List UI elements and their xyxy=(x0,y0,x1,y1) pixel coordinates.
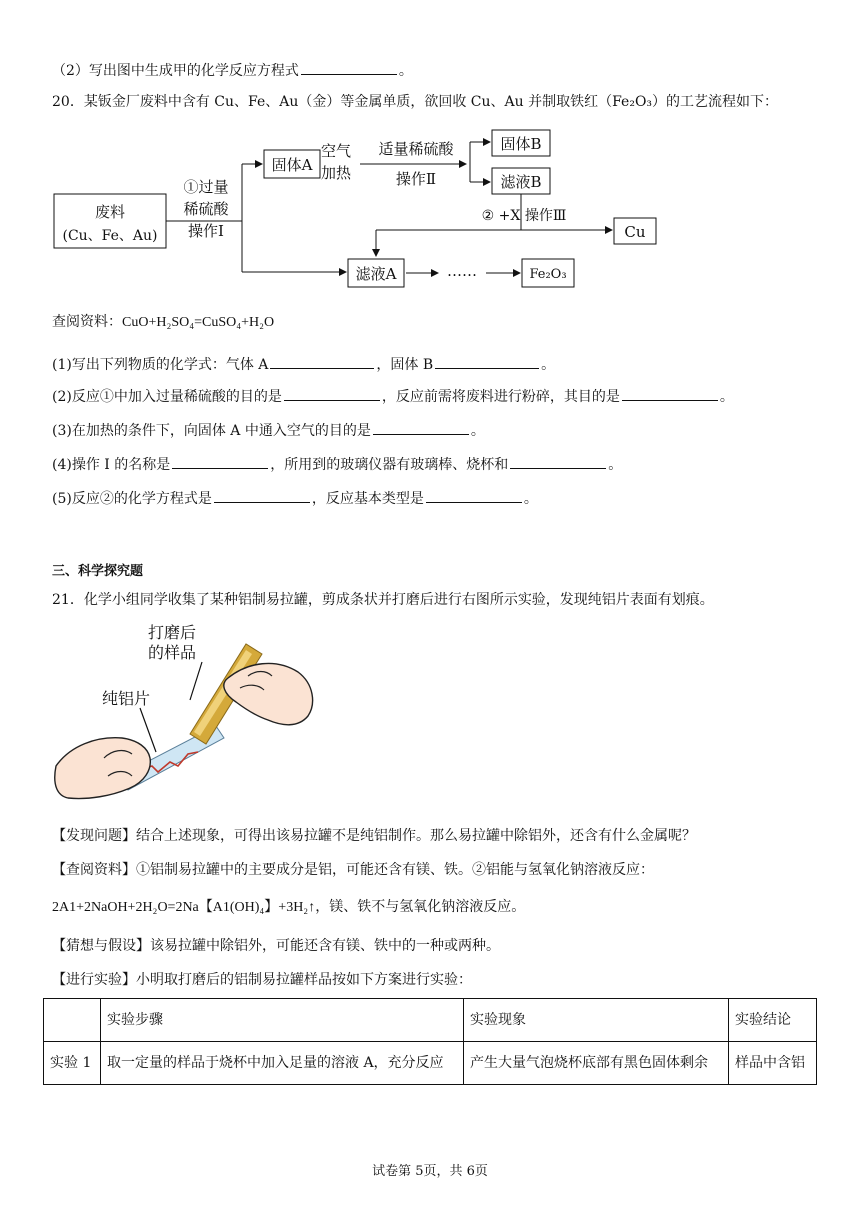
solid-b-label: 固体B xyxy=(500,135,542,153)
q19-part2: （2）写出图中生成甲的化学反应方程式 。 xyxy=(52,60,413,81)
answer-blank-gas-a[interactable] xyxy=(270,354,374,369)
step2-label: ② +X 操作Ⅲ xyxy=(481,208,567,224)
table-header-cell: 实验步骤 xyxy=(101,999,464,1042)
page-footer: 试卷第 5页，共 6页 xyxy=(372,1164,488,1179)
answer-blank-reaction-type[interactable] xyxy=(426,488,522,503)
dilute-acid-label: 适量稀硫酸 xyxy=(378,140,454,158)
answer-blank-crush[interactable] xyxy=(622,386,718,401)
q21-experiment: 【进行实验】小明取打磨后的铝制易拉罐样品按如下方案进行实验： xyxy=(52,972,472,988)
step1-label-3: 操作Ⅰ xyxy=(188,222,224,240)
q21-hypothesis: 【猜想与假设】该易拉罐中除铝外，可能还含有镁、铁中的一种或两种。 xyxy=(52,938,500,954)
answer-blank[interactable] xyxy=(301,60,397,75)
answer-blank-operation[interactable] xyxy=(172,454,268,469)
cu-label: Cu xyxy=(624,223,646,241)
q21-intro: 21．化学小组同学收集了某种铝制易拉罐，剪成条状并打磨后进行右图所示实验，发现纯铝片表面有划痕。 xyxy=(52,592,714,608)
q21-reference: 【查阅资料】①铝制易拉罐中的主要成分是铝，可能还含有镁、铁。②铝能与氢氧化钠溶液反应： xyxy=(52,862,654,878)
q20-sub3: (3)在加热的条件下，向固体 A 中通入空气的目的是 。 xyxy=(52,420,485,441)
q20-intro: 20．某钣金厂废料中含有 Cu、Fe、Au（金）等金属单质，欲回收 Cu、Au 并制取铁红（Fe₂O₃）的工艺流程如下： xyxy=(52,94,779,110)
experiment-table xyxy=(43,998,817,1085)
fe2o3-label: Fe₂O₃ xyxy=(529,267,567,282)
q20-sub4: (4)操作 Ⅰ 的名称是 ，所用到的玻璃仪器有玻璃棒、烧杯和 。 xyxy=(52,454,622,475)
label-polished-sample: 打磨后 xyxy=(148,623,197,642)
answer-blank-purpose[interactable] xyxy=(284,386,380,401)
table-header-cell: 实验现象 xyxy=(464,999,729,1042)
q21-problem: 【发现问题】结合上述现象，可得出该易拉罐不是纯铝制作。那么易拉罐中除铝外，还含有什么金属呢？ xyxy=(52,828,696,844)
q21-equation: 2A1+2NaOH+2H₂O=2Na【A1(OH)₄】+3H₂↑，镁、铁不与氢氧化钠溶液反应。 xyxy=(52,900,526,915)
heat-label: 加热 xyxy=(320,164,352,182)
scratch-experiment-illustration xyxy=(52,618,322,812)
table-cell: 样品中含铝 xyxy=(729,1042,817,1085)
table-cell: 实验 1 xyxy=(44,1042,101,1085)
filtrate-a-label: 滤液A xyxy=(355,265,397,283)
table-row xyxy=(44,1042,817,1085)
answer-blank-solid-b[interactable] xyxy=(435,354,539,369)
answer-blank-equation[interactable] xyxy=(214,488,310,503)
waste-label: 废料 xyxy=(94,203,126,221)
q20-sub1: (1)写出下列物质的化学式：气体 A ，固体 B 。 xyxy=(52,354,555,375)
table-cell: 取一定量的样品于烧杯中加入足量的溶液 A，充分反应 xyxy=(101,1042,464,1085)
air-label: 空气 xyxy=(320,142,352,160)
step1-label-2: 稀硫酸 xyxy=(183,200,229,218)
label-polished-sample-2: 的样品 xyxy=(148,643,197,662)
table-header-cell: 实验结论 xyxy=(729,999,817,1042)
label-pure-aluminum: 纯铝片 xyxy=(102,689,151,708)
table-header-cell xyxy=(44,999,101,1042)
filtrate-b-label: 滤液B xyxy=(500,173,542,191)
table-cell: 产生大量气泡烧杯底部有黑色固体剩余 xyxy=(464,1042,729,1085)
step1-label-1: ①过量 xyxy=(183,178,229,196)
reference-line: 查阅资料：CuO+H₂SO₄=CuSO₄+H₂O xyxy=(52,314,275,330)
operation2-label: 操作Ⅱ xyxy=(395,170,437,188)
answer-blank-air[interactable] xyxy=(373,420,469,435)
answer-blank-glassware[interactable] xyxy=(510,454,606,469)
q20-sub2: (2)反应①中加入过量稀硫酸的目的是 ，反应前需将废料进行粉碎，其目的是 。 xyxy=(52,386,734,407)
q20-sub5: (5)反应②的化学方程式是 ，反应基本类型是 。 xyxy=(52,488,538,509)
ellipsis: …… xyxy=(447,262,477,280)
process-flow-diagram xyxy=(50,128,690,298)
table-header-row xyxy=(44,999,817,1042)
solid-a-label: 固体A xyxy=(271,156,313,174)
section-title: 三、科学探究题 xyxy=(52,564,144,579)
waste-components: (Cu、Fe、Au) xyxy=(62,228,158,244)
